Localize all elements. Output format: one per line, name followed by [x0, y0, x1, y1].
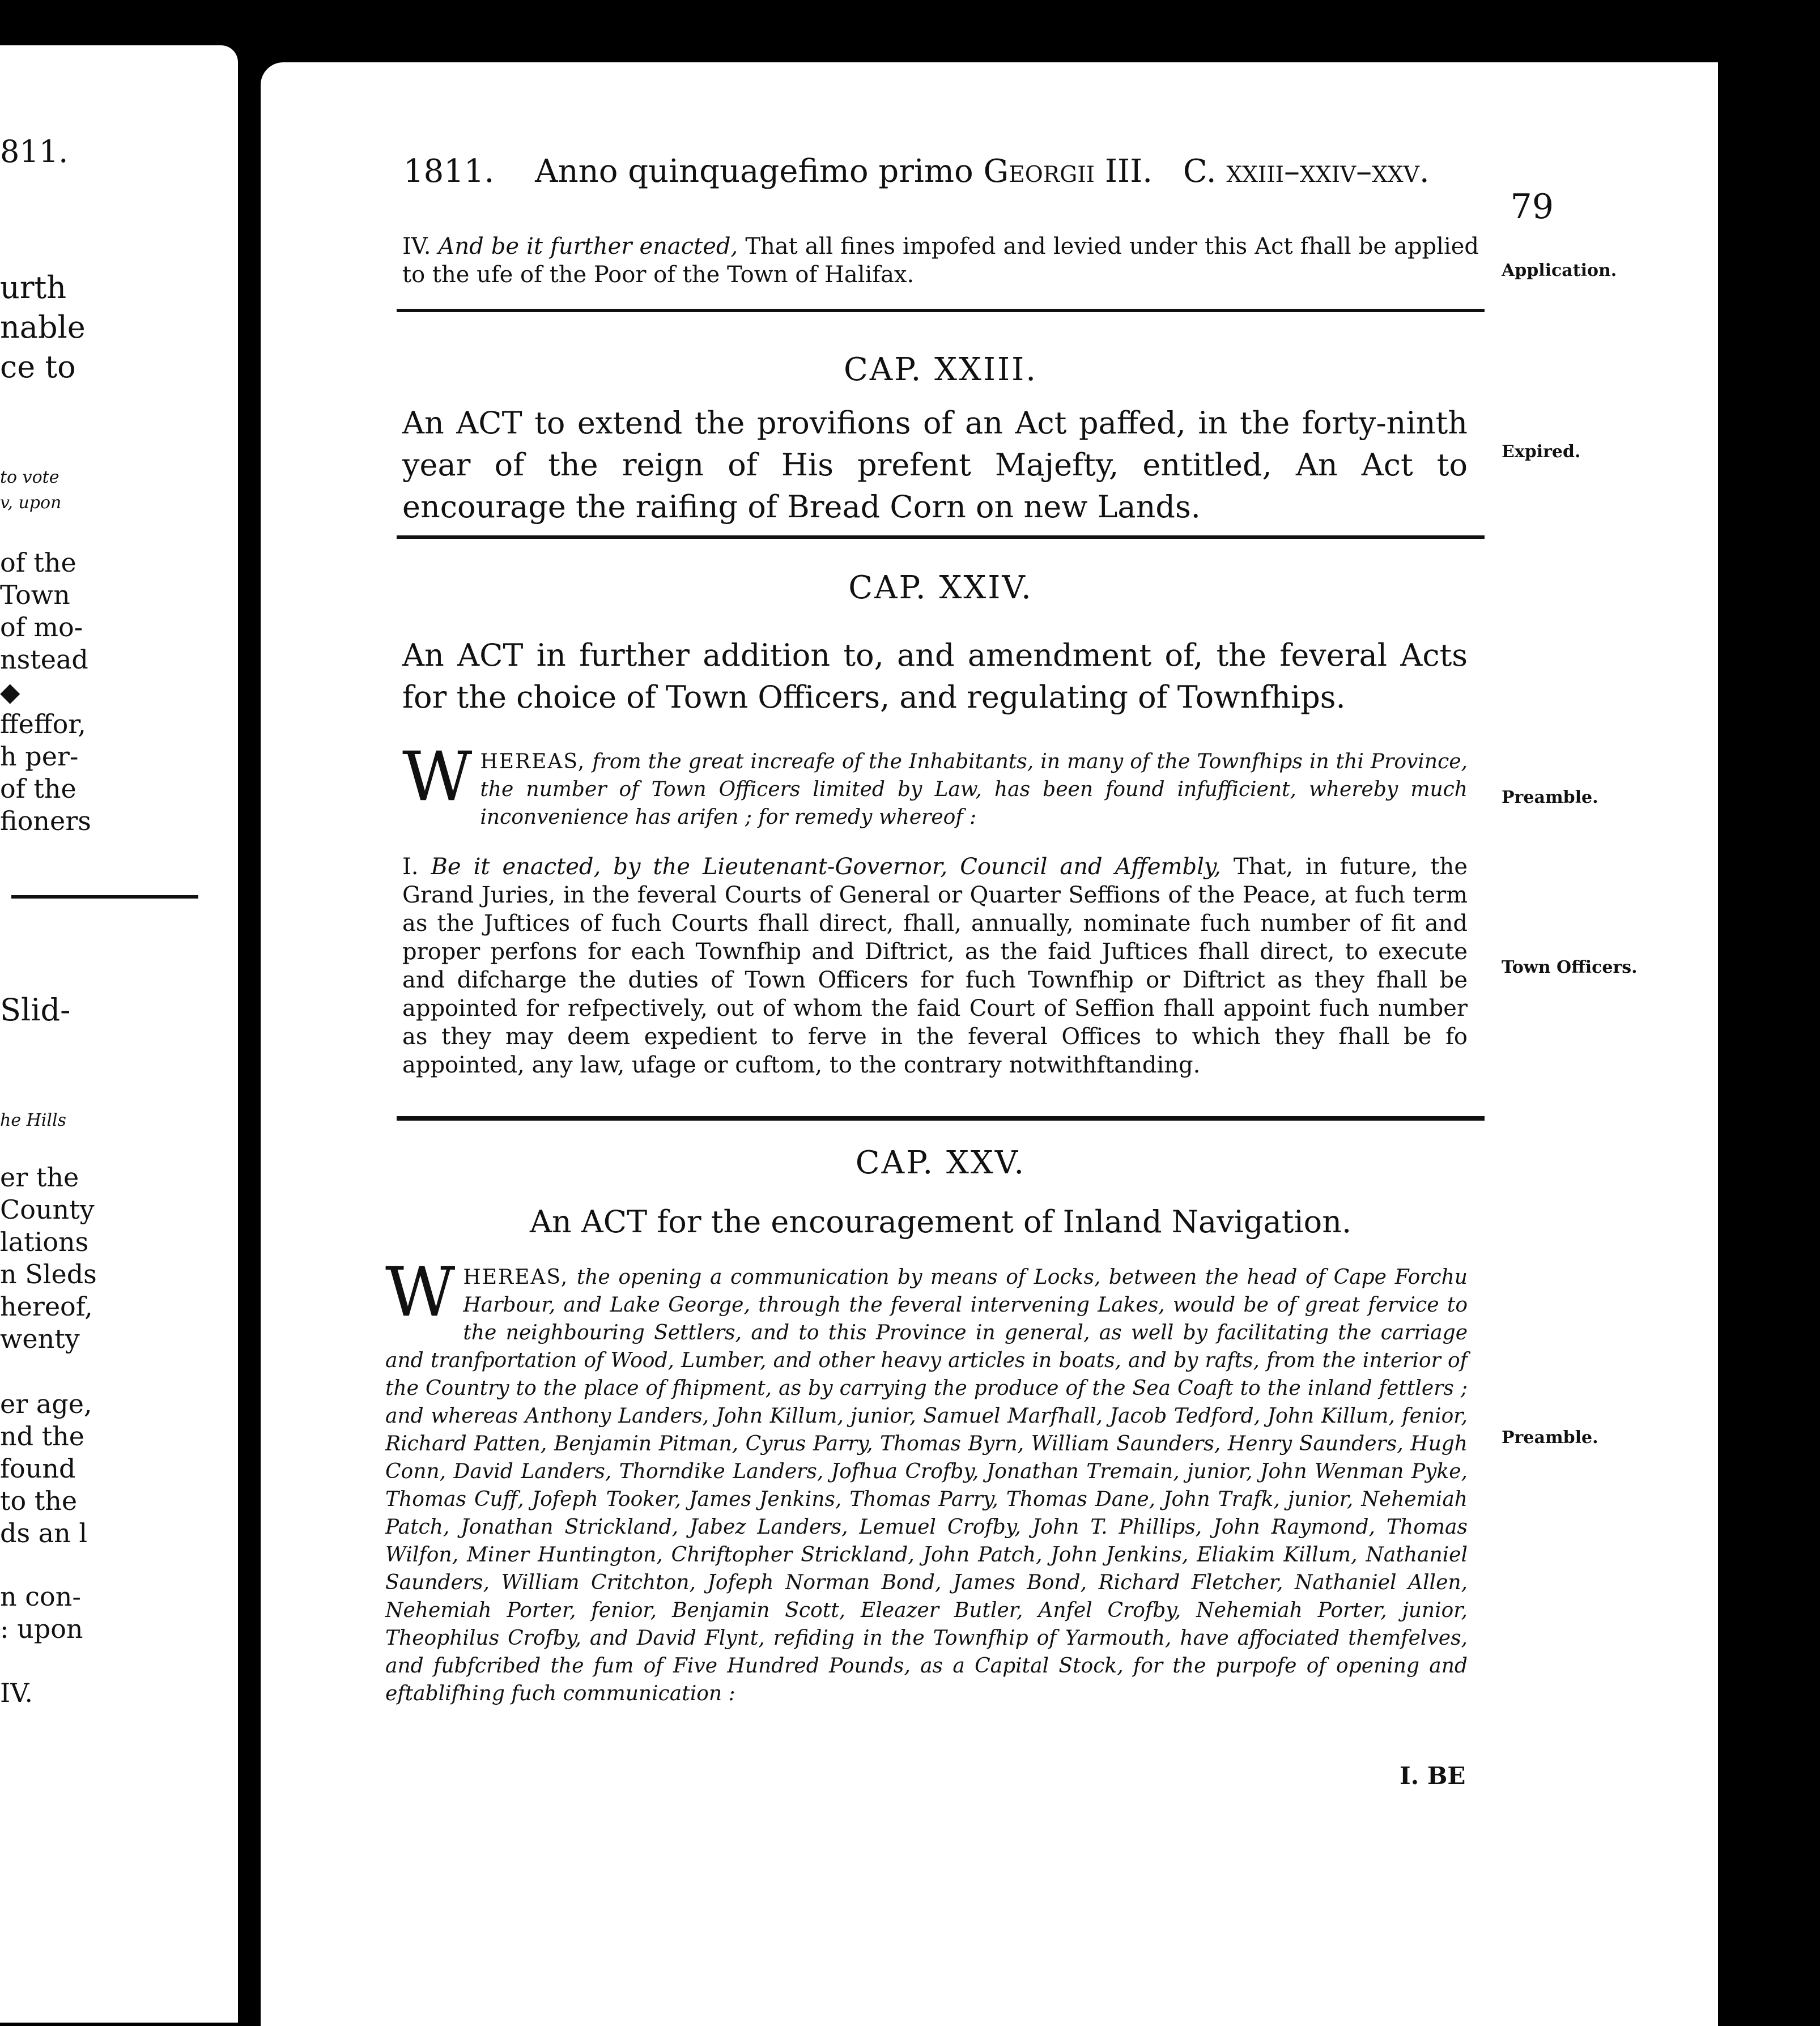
header-king: Georgii	[983, 153, 1095, 190]
left-page-line: to the	[0, 1486, 78, 1516]
cap-25-heading: CAP. XXV.	[855, 1144, 1026, 1181]
section-i-lead-italic: Be it enacted, by the Lieutenant-Governor, Council and Affembly,	[431, 854, 1221, 880]
dropcap: W	[385, 1253, 457, 1332]
preamble-text: the opening a communication by means of Locks, between the head of Cape Forchu Harbour, and Lake George, through the feveral intervening Lakes, would be of great fervice to the neighbouring Settlers, and to this Province in general, as well by facilitating the carriage and tranfportation of Wood, Lumber, and other heavy articles in boats, and by rafts, from the interior of the Country to the place of fhipment, as by carrying the produce of the Sea Coaft to the inland fettlers ; and whereas Anthony Landers, John Killum, junior, Samuel Marfhall, Jacob Tedford, John Killum, fenior, Richard Patten, Benjamin Pitman, Cyrus Parry, Thomas Byrn, William Saunders, Henry Saunders, Hugh Conn, David Landers, Thorndike Landers, Jofhua Crofby, Jonathan Tremain, junior, John Wenman Pyke, Thomas Cuff, Jofeph Tooker, James Jenkins, Thomas Parry, Thomas Dane, John Trafk, junior, Nehemiah Patch, Jonathan Strickland, Jabez Landers, Lemuel Crofby, John T. Phillips, John Raymond, Thomas Wilfon, Miner Huntington, Chriftopher Strickland, John Patch, John Jenkins, Eliakim Killum, Nathaniel Saunders, William Critchton, Jofeph Norman Bond, James Bond, Richard Fletcher, Nathaniel Allen, Nehemiah Porter, fenior, Benjamin Scott, Eleazer Butler, Anfel Crofby, Nehemiah Porter, junior, Theophilus Crofby, and David Flynt, refiding in the Townfhip of Yarmouth, have affociated themfelves, and fubfcribed the fum of Five Hundred Pounds, as a Capital Stock, for the purpofe of opening and eftablifhing fuch communication :	[385, 1266, 1468, 1705]
left-page-line: County	[0, 1194, 95, 1225]
left-page-line: lations	[0, 1227, 89, 1257]
page-number: 79	[1510, 187, 1554, 227]
header-title: Anno quinquagefimo primo	[535, 153, 973, 190]
left-page-line: ce to	[0, 349, 76, 385]
left-page-line: IV.	[0, 1678, 33, 1708]
left-page-line: hereof,	[0, 1291, 93, 1322]
left-page-line: of the	[0, 547, 76, 578]
divider-rule	[397, 309, 1485, 312]
left-page-line: found	[0, 1453, 76, 1484]
section-iv-lead: IV.	[402, 233, 431, 259]
left-page-line: of mo-	[0, 612, 83, 642]
header-chapters: C. xxiii–xxiv–xxv.	[1183, 153, 1430, 190]
running-head	[403, 153, 1430, 190]
cap-24-heading: CAP. XXIV.	[848, 569, 1033, 606]
left-page-line: ds an l	[0, 1518, 88, 1548]
cap-23-title: An ACT to extend the provifions of an Act paffed, in the forty-ninth year of the reign of His prefent Majefty, entitled, An Act to encourage the raifing of Bread Corn on new Lands.	[402, 405, 1468, 525]
left-page-line: n con-	[0, 1581, 81, 1612]
section-iv-lead-italic: And be it further enacted,	[438, 233, 738, 259]
section-i-text: That, in future, the Grand Juries, in the feveral Courts of General or Quarter Seffions of the Peace, at fuch term as the Juftices of fuch Courts fhall direct, fhall, annually, nominate fuch number of fit and proper perfons for each Townfhip and Diftrict, as the faid Juftices fhall direct, to execute and difcharge the duties of Town Officers for fuch Townfhip or Diftrict as they fhall be appointed for refpectively, out of whom the faid Court of Seffion fhall appoint fuch number as they may deem expedient to ferve in the feveral Offices to which they fhall be fo appointed, any law, ufage or cuftom, to the contrary notwithftanding.	[402, 854, 1468, 1078]
left-page-line: wenty	[0, 1323, 80, 1354]
section-iv	[402, 232, 1479, 289]
left-page-line: fioners	[0, 806, 91, 836]
right-page	[261, 62, 1718, 2026]
margin-note-application: Application.	[1502, 261, 1617, 280]
cap-24-title: An ACT in further addition to, and amendment of, the feveral Acts for the choice of Town Officers, and regulating of Townfhips.	[402, 637, 1468, 715]
left-page-line: nd the	[0, 1421, 85, 1452]
left-page-line: urth	[0, 270, 67, 305]
left-page-line: : upon	[0, 1614, 83, 1644]
section-iv-text: That all fines impofed and levied under this Act fhall be applied to the ufe of the Poor of the Town of Halifax.	[402, 233, 1479, 288]
cap-25-title: An ACT for the encouragement of Inland Navigation.	[529, 1204, 1352, 1240]
cap-23-heading: CAP. XXIII.	[843, 351, 1038, 388]
section-i-lead: I.	[402, 854, 419, 880]
dropcap: W	[402, 738, 474, 816]
header-numeral: III.	[1104, 153, 1153, 190]
left-page-line: n Sleds	[0, 1259, 97, 1289]
margin-note-preamble: Preamble.	[1502, 788, 1598, 807]
left-page-line: nable	[0, 309, 86, 345]
margin-note-preamble: Preamble.	[1502, 1428, 1598, 1448]
cap-24-preamble	[402, 738, 1468, 831]
preamble-text: from the great increafe of the Inhabitants, in many of the Townfhips in thi Province, the number of Town Officers limited by Law, has been found infufficient, whereby much inconvenience has arifen ; for remedy whereof :	[480, 750, 1468, 829]
divider-rule	[397, 535, 1485, 539]
left-page-line: he Hills	[0, 1110, 66, 1130]
header-year: 1811.	[403, 153, 495, 190]
catchword: I. BE	[1400, 1762, 1466, 1790]
preamble-caps: HEREAS,	[480, 750, 586, 773]
left-page-line: ffeffor,	[0, 709, 86, 739]
left-page-line: v, upon	[0, 493, 62, 513]
cap-24-section-i	[402, 853, 1468, 1079]
left-page-line: er the	[0, 1162, 79, 1193]
left-page-line: er age,	[0, 1389, 92, 1419]
cap-25-preamble	[385, 1253, 1468, 1708]
left-page-line: h per-	[0, 741, 79, 772]
margin-note-expired: Expired.	[1502, 442, 1581, 462]
left-page-rule	[11, 895, 198, 899]
margin-note-town-officers: Town Officers.	[1502, 957, 1638, 977]
left-page-line: ◆	[0, 676, 20, 707]
left-page-line: to vote	[0, 467, 59, 487]
left-page-fragment	[0, 45, 238, 2023]
left-page-line: Slid-	[0, 992, 71, 1028]
left-page-line: Town	[0, 580, 70, 610]
left-page-line: nstead	[0, 644, 88, 675]
divider-rule	[397, 1116, 1485, 1121]
left-page-line: 811.	[0, 134, 69, 169]
left-page-line: of the	[0, 773, 76, 804]
preamble-caps: HEREAS,	[463, 1266, 569, 1289]
